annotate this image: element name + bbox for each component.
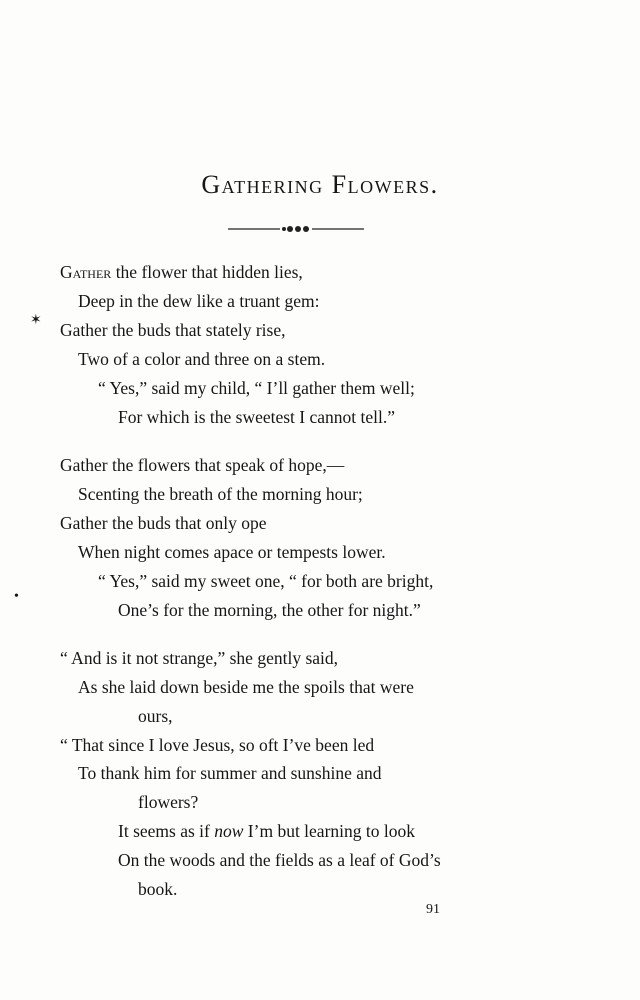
poem-line: Gather the flower that hidden lies, [60, 262, 303, 282]
poem-line: “ That since I love Jesus, so oft I’ve been led [60, 735, 375, 755]
ornament-divider [228, 222, 364, 236]
poem-line: One’s for the morning, the other for night.” [118, 600, 421, 620]
poem-line: Deep in the dew like a truant gem: [78, 291, 320, 311]
poem-line: Scenting the breath of the morning hour; [78, 484, 363, 504]
poem-line: Two of a color and three on a stem. [78, 349, 326, 369]
poem-line: Gather the buds that stately rise, [60, 320, 286, 340]
poem-line: “ Yes,” said my sweet one, “ for both are bright, [98, 571, 434, 591]
poem-line: When night comes apace or tempests lower. [78, 542, 386, 562]
margin-asterisk-mark: ✶ [30, 313, 42, 328]
poem-line: ours, [138, 706, 173, 726]
poem-line: For which is the sweetest I cannot tell.” [118, 407, 396, 427]
poem-title: Gathering Flowers. [201, 170, 439, 199]
poem-line: flowers? [138, 792, 199, 812]
poem-line: Gather the flowers that speak of hope,— [60, 455, 345, 475]
poem-line: “ And is it not strange,” she gently said, [60, 648, 339, 668]
poem-line: On the woods and the fields as a leaf of God’s [118, 850, 441, 870]
poem-line: To thank him for summer and sunshine and [78, 763, 382, 783]
poem-line: It seems as if now I’m but learning to look [118, 821, 415, 841]
poem-line: “ Yes,” said my child, “ I’ll gather them well; [98, 378, 415, 398]
page-number: 91 [426, 902, 440, 917]
poem-line: book. [138, 879, 178, 899]
margin-dot-mark: • [14, 589, 19, 604]
poem-line: As she laid down beside me the spoils that were [78, 677, 414, 697]
poem-line: Gather the buds that only ope [60, 513, 267, 533]
